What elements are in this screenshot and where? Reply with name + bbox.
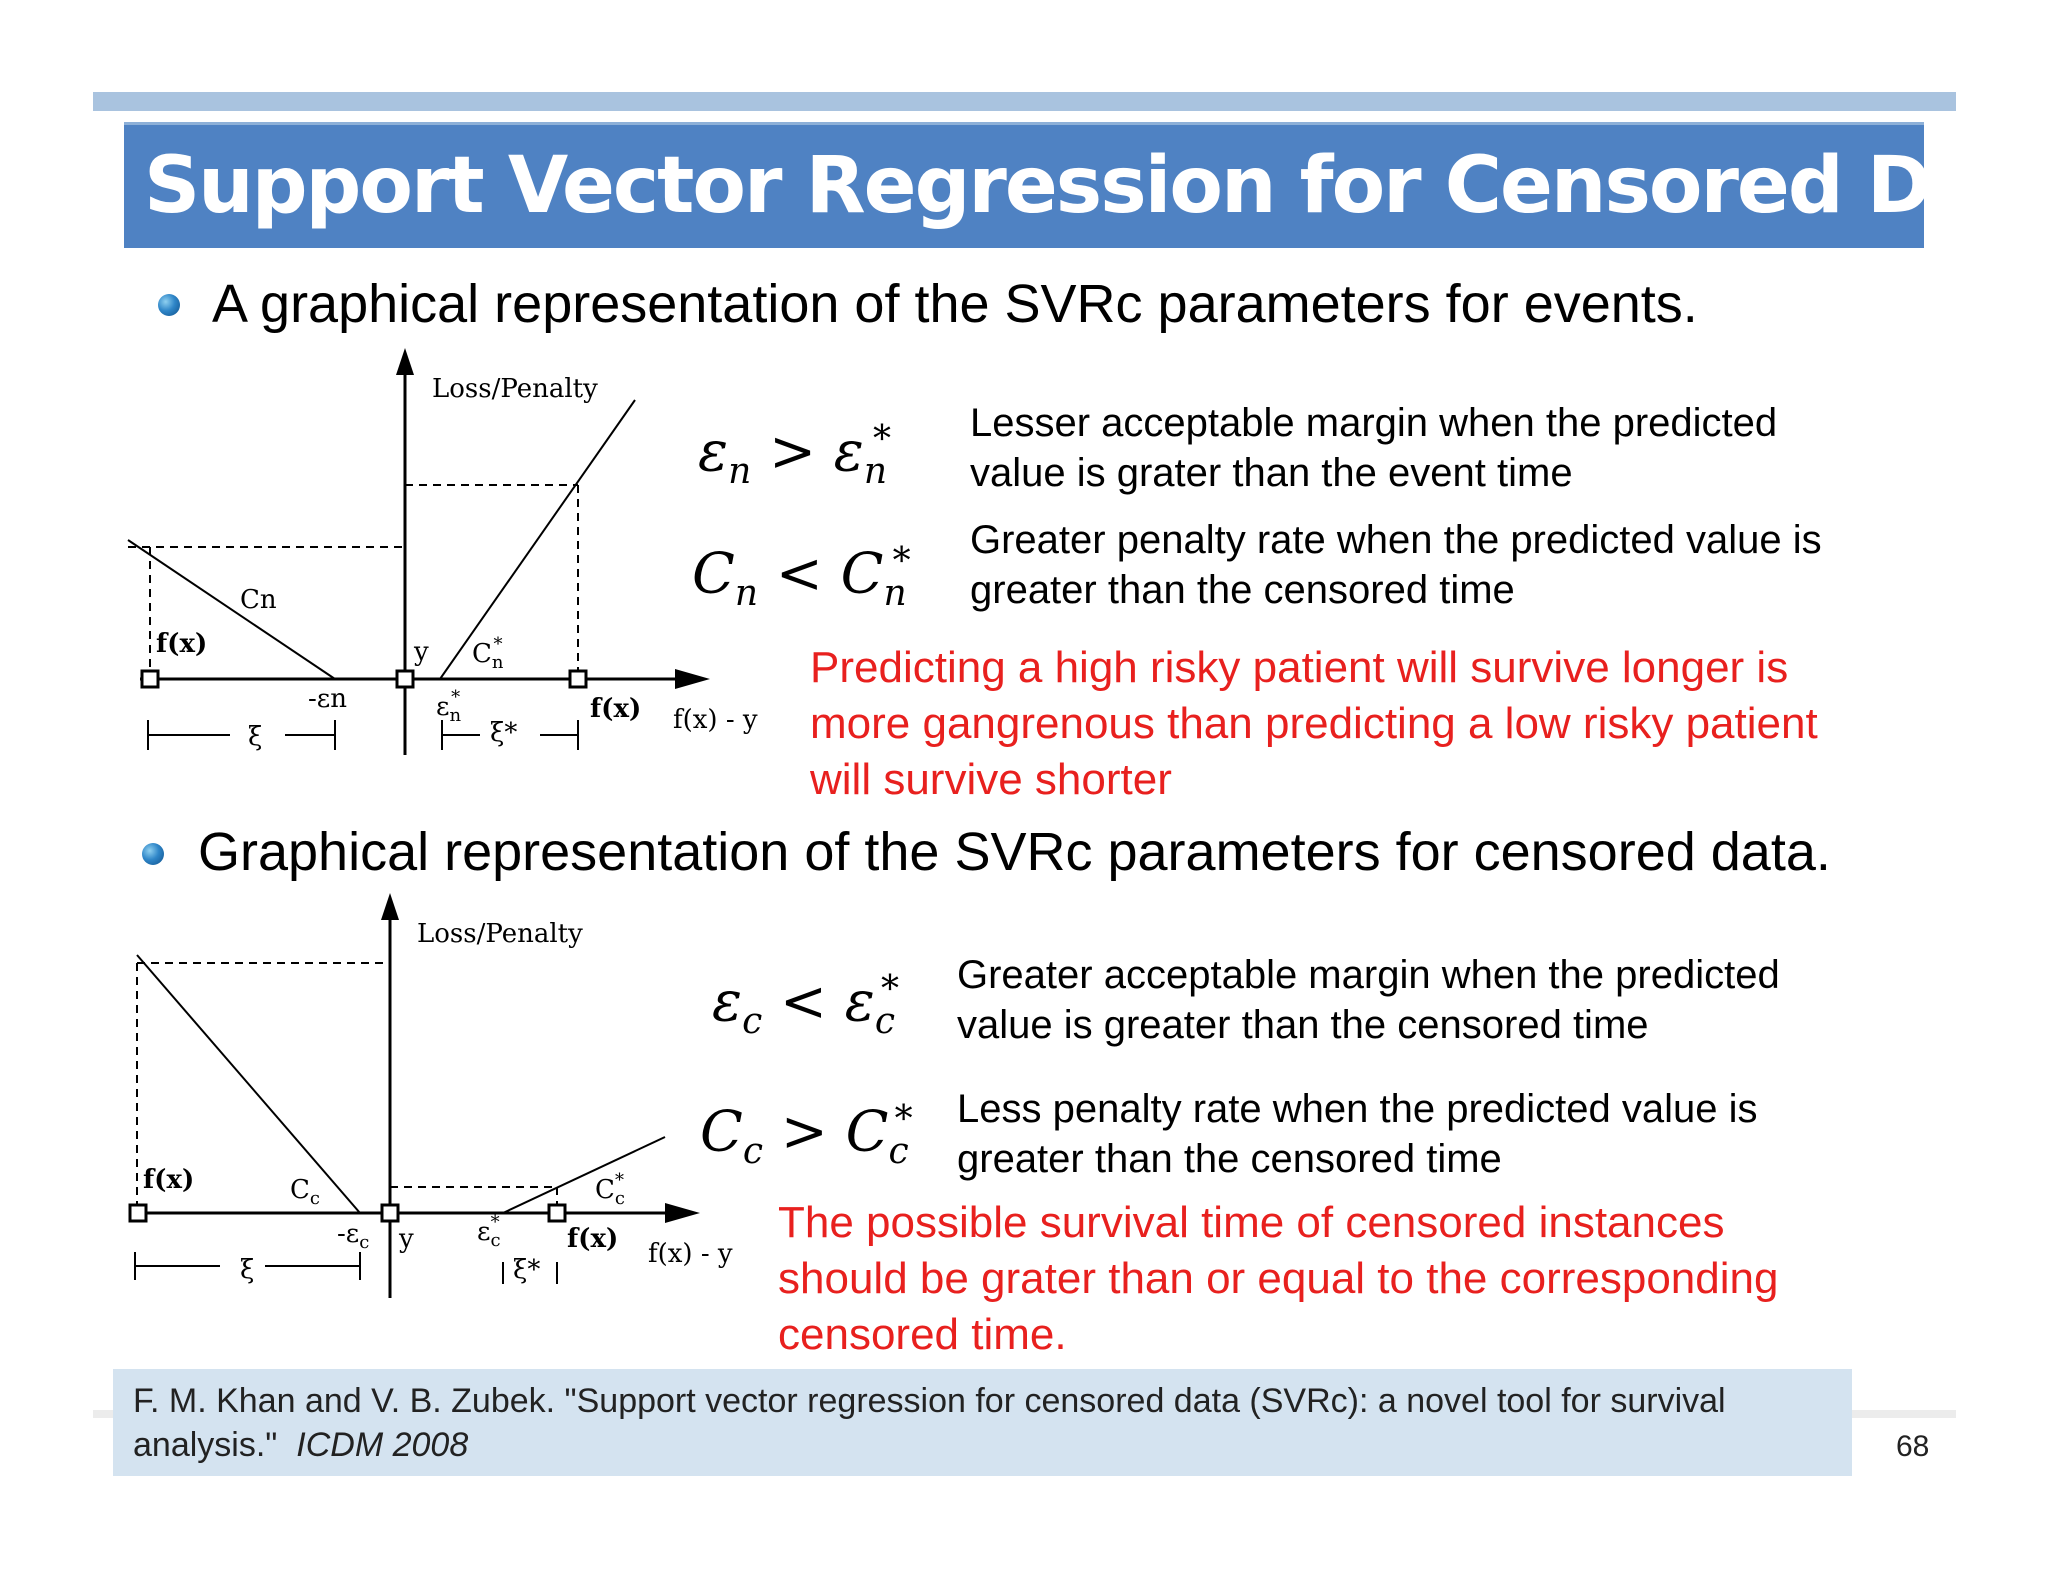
note-events: Predicting a high risky patient will survive longer is more gangrenous than predicting a low risky patient will survive shorter [810, 643, 1818, 804]
c-right-label: $C_c*$ [595, 1170, 625, 1209]
marker-fx-left [142, 671, 158, 687]
fx-right-label: f(x) [590, 694, 642, 724]
desc-c-censored: Less penalty rate when the predicted value is greater than the censored time [957, 1087, 1758, 1181]
desc-eps-events: Lesser acceptable margin when the predicted value is grater than the event time [970, 401, 1778, 495]
right-loss-line [440, 400, 635, 679]
eps-left-label: $-\varepsilon_c$ [337, 1219, 370, 1253]
events-loss-diagram [120, 345, 758, 775]
y-axis-arrow [396, 348, 414, 375]
y-label: y [399, 1224, 414, 1254]
eps-right-label: $\varepsilon_c*$ [477, 1212, 501, 1251]
fx-left-label: f(x) [156, 629, 208, 659]
eps-left-label: -εn [308, 684, 347, 714]
censored-loss-diagram [125, 890, 745, 1310]
bullet-dot [158, 294, 180, 316]
relation-eps-events: $\varepsilon_n > \varepsilon_n^*$ [698, 419, 892, 492]
marker-fx-right [549, 1205, 565, 1221]
ylabel: Loss/Penalty [432, 374, 598, 404]
marker-fx-left [130, 1205, 146, 1221]
marker-y [397, 671, 413, 687]
xi-label: ξ [240, 1255, 255, 1285]
desc-c-events: Greater penalty rate when the predicted value is greater than the censored time [970, 518, 1822, 612]
bullet-events: A graphical representation of the SVRc parameters for events. [212, 274, 1698, 334]
title-bar [124, 122, 2066, 248]
x-axis-arrow [665, 1203, 700, 1223]
ylabel: Loss/Penalty [417, 919, 583, 949]
marker-y [382, 1205, 398, 1221]
reference-text: F. M. Khan and V. B. Zubek. "Support vector regression for censored data (SVRc): a novel tool for survival analysis." ICDM 2008 [133, 1382, 1726, 1464]
x-axis-arrow [675, 669, 710, 689]
bullet-censored: Graphical representation of the SVRc parameters for censored data. [198, 822, 1831, 882]
reference-box [113, 1369, 1852, 1476]
y-axis-arrow [381, 893, 399, 920]
page-number: 68 [1896, 1430, 1930, 1463]
slide-title: Support Vector Regression for Censored Data [144, 141, 2066, 231]
c-left-label: Cn [240, 585, 277, 615]
relation-c-censored: $C_c > C_c^*$ [700, 1099, 913, 1172]
fx-right-label: f(x) [567, 1224, 619, 1254]
y-label: y [414, 637, 429, 667]
bullet-dot [142, 843, 164, 865]
xlabel: f(x) - y [673, 705, 758, 735]
top-rule [93, 92, 1956, 111]
c-left-label: $C_c$ [290, 1175, 320, 1209]
xi-label: ξ [248, 722, 263, 752]
eps-right-label: $\varepsilon_n*$ [436, 687, 462, 726]
marker-fx-right [570, 671, 586, 687]
note-censored: The possible survival time of censored instances should be grater than or equal to the corresponding censored time. [778, 1198, 1779, 1359]
xlabel: f(x) - y [648, 1239, 733, 1269]
desc-eps-censored: Greater acceptable margin when the predicted value is greater than the censored time [957, 953, 1780, 1047]
relation-c-events: $C_n < C_n^*$ [692, 541, 911, 614]
relation-eps-censored: $\varepsilon_c < \varepsilon_c^*$ [712, 969, 900, 1042]
fx-left-label: f(x) [143, 1165, 195, 1195]
xi-star-label: ξ* [513, 1255, 541, 1285]
xi-star-label: ξ* [490, 718, 518, 748]
c-right-label: $C_n*$ [472, 634, 504, 673]
right-loss-line [503, 1137, 665, 1213]
